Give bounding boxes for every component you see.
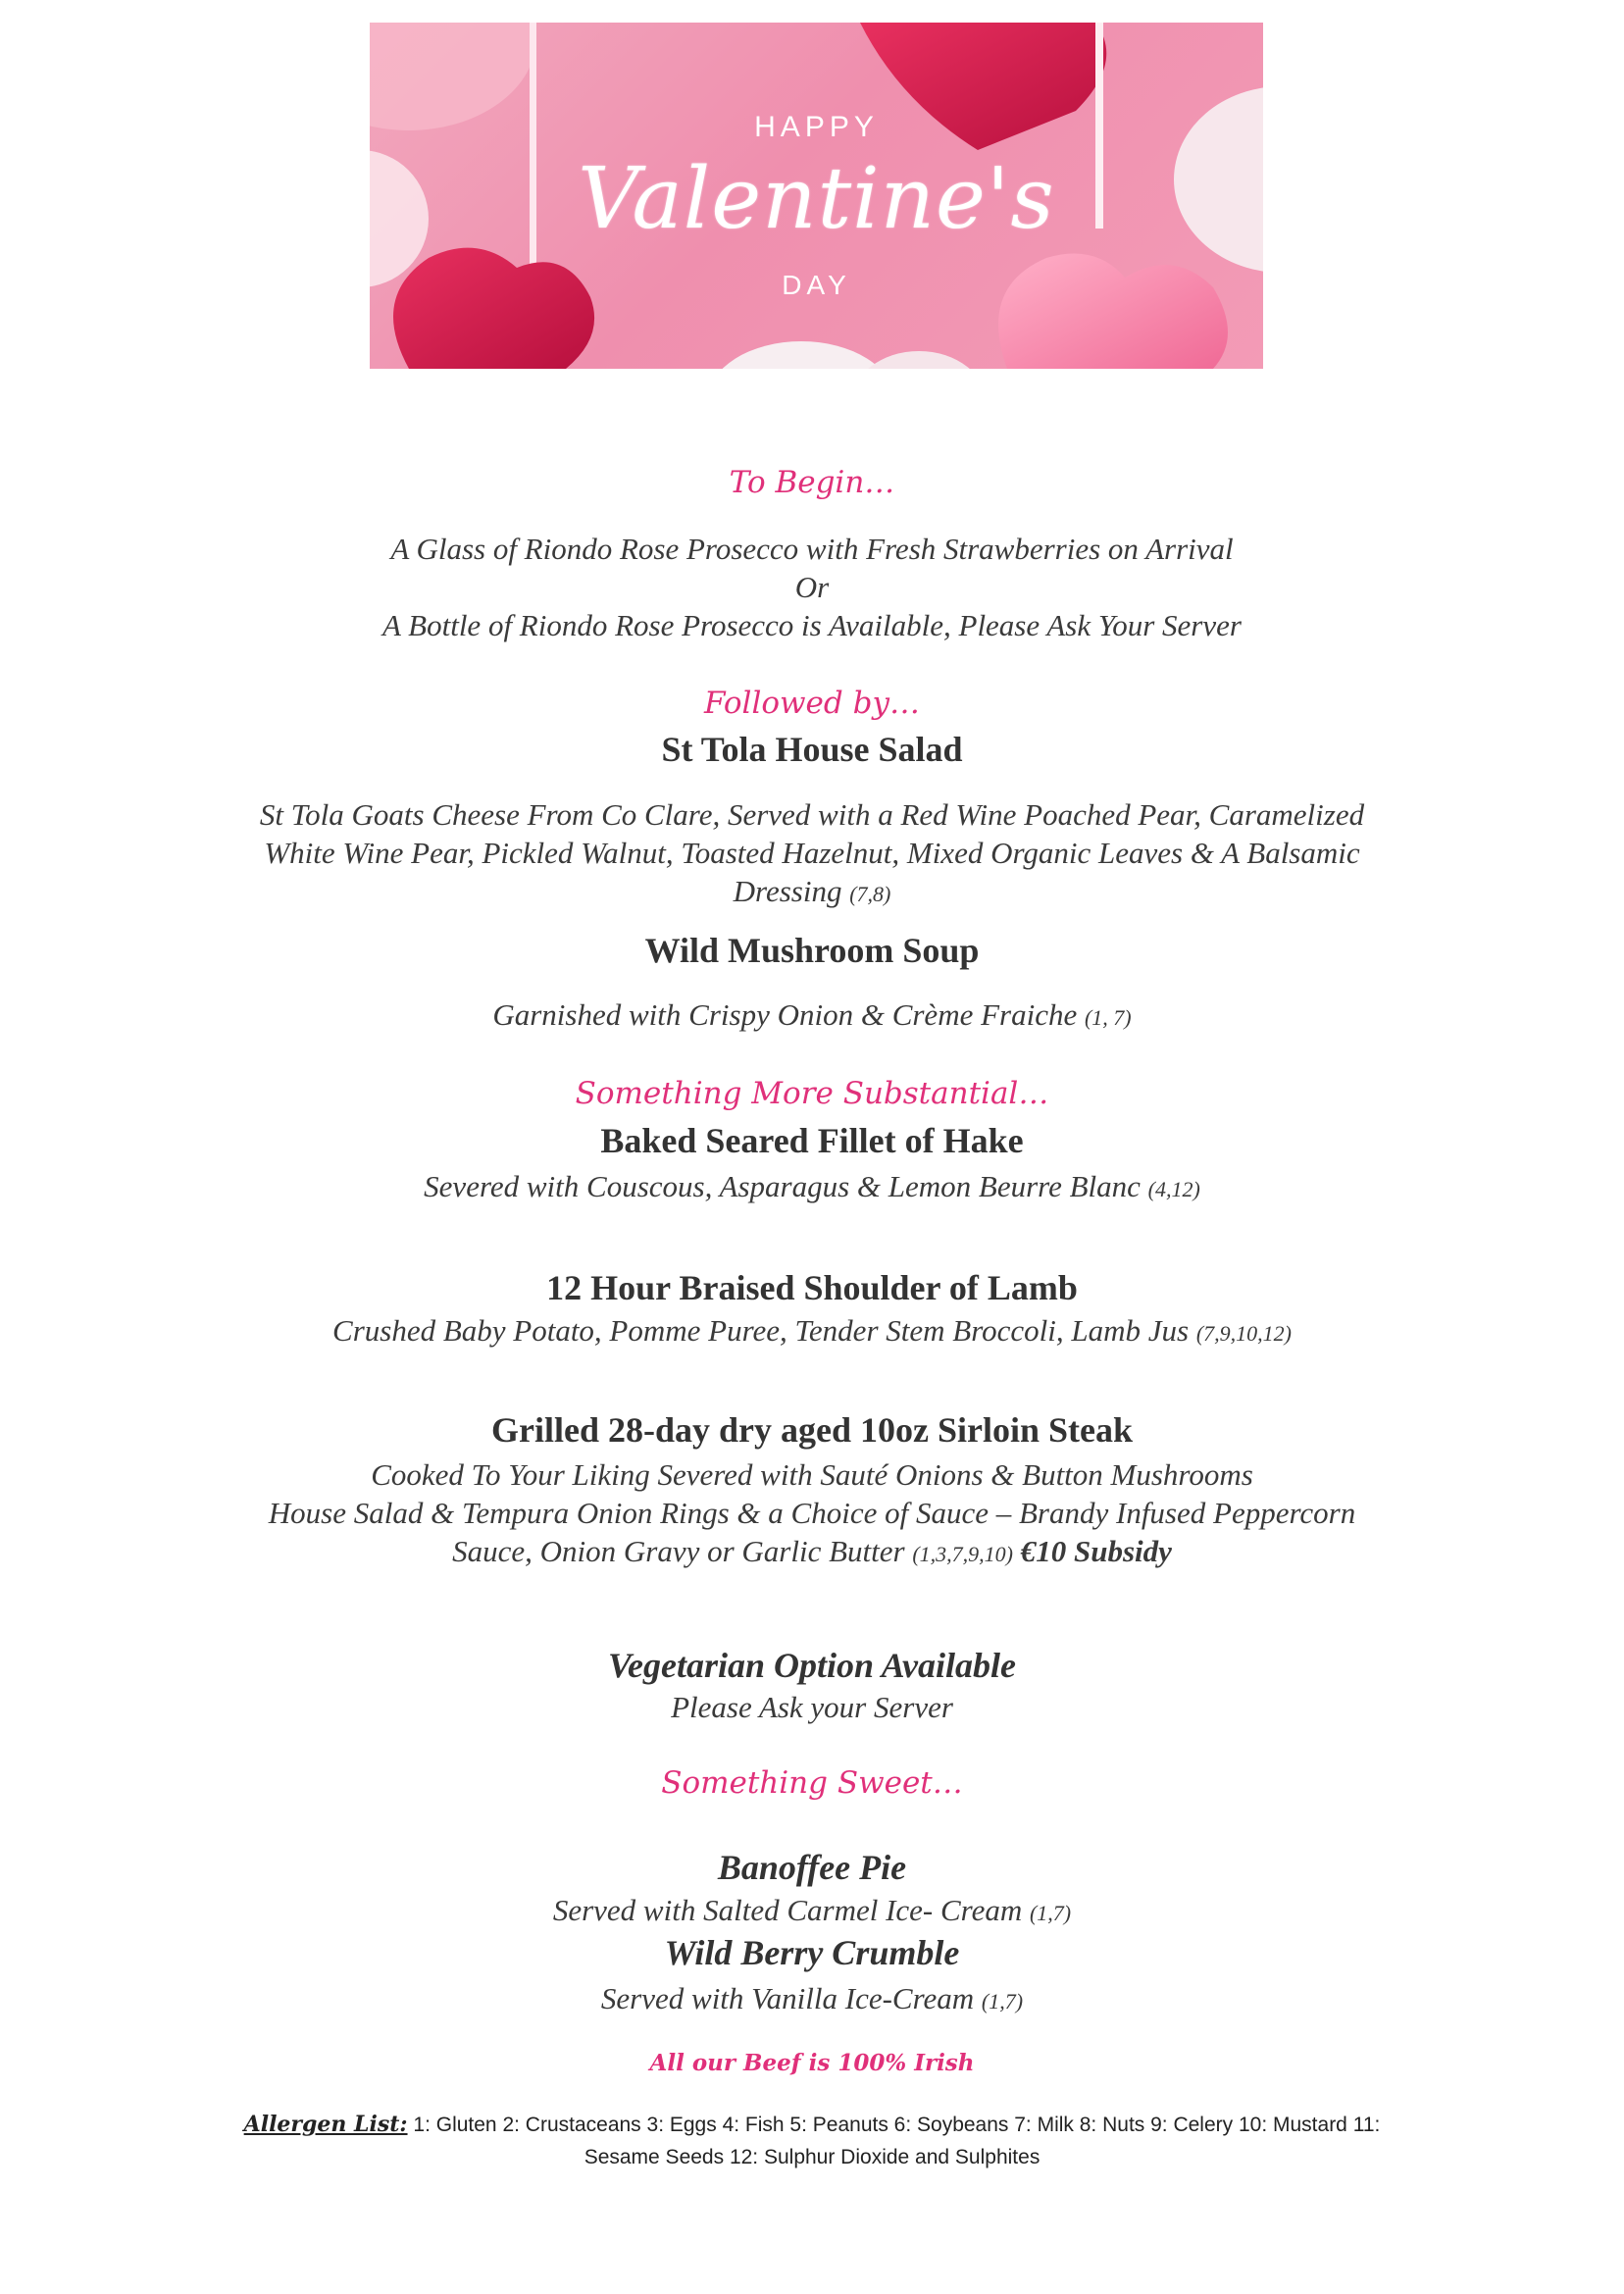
begin-line-2: A Bottle of Riondo Rose Prosecco is Available, Please Ask Your Server [382, 608, 1242, 642]
veg-option-title: Vegetarian Option Available [607, 1646, 1016, 1685]
dish-title-banoffee: Banoffee Pie [717, 1848, 907, 1887]
banner-happy: HAPPY [754, 111, 879, 143]
dish-title-lamb: 12 Hour Braised Shoulder of Lamb [546, 1268, 1078, 1307]
banner-valentines: Valentine's [578, 150, 1055, 248]
dish-title-soup: Wild Mushroom Soup [644, 931, 980, 970]
lamb-desc: Crushed Baby Potato, Pomme Puree, Tender Stem Broccoli, Lamb Jus (7,9,10,12) [332, 1313, 1292, 1348]
allergen-label: Allergen List: [243, 2112, 408, 2137]
crumble-desc: Served with Vanilla Ice-Cream (1,7) [600, 1981, 1024, 2015]
hake-desc: Severed with Couscous, Asparagus & Lemon Beurre Blanc (4,12) [424, 1169, 1200, 1203]
steak-subsidy: €10 Subsidy [1020, 1534, 1172, 1568]
crumble-allergens: (1,7) [981, 1989, 1024, 2014]
valentines-banner [370, 23, 1263, 369]
allergen-line-1: 1: Gluten 2: Crustaceans 3: Eggs 4: Fish 5: Peanuts 6: Soybeans 7: Milk 8: Nuts 9: Celery 10: Mustard 11: [413, 2114, 1381, 2136]
lamb-allergens: (7,9,10,12) [1195, 1321, 1292, 1346]
banoffee-desc: Served with Salted Carmel Ice- Cream (1,7) [552, 1893, 1072, 1927]
dish-title-hake: Baked Seared Fillet of Hake [600, 1121, 1024, 1160]
soup-desc: Garnished with Crispy Onion & Crème Fraiche (1, 7) [492, 997, 1132, 1032]
salad-desc-line-1: St Tola Goats Cheese From Co Clare, Served with a Red Wine Poached Pear, Caramelized [259, 797, 1365, 832]
dish-title-salad: St Tola House Salad [661, 730, 963, 769]
banner-day: DAY [782, 270, 851, 300]
veg-option-desc: Please Ask your Server [671, 1690, 953, 1724]
section-heading-followed: Followed by… [704, 686, 920, 721]
begin-line-1: A Glass of Riondo Rose Prosecco with Fresh Strawberries on Arrival [390, 532, 1234, 566]
allergen-line-2: Sesame Seeds 12: Sulphur Dioxide and Sulphites [584, 2146, 1040, 2168]
steak-desc-line-2: House Salad & Tempura Onion Rings & a Choice of Sauce – Brandy Infused Peppercorn [268, 1496, 1356, 1530]
hake-allergens: (4,12) [1147, 1177, 1200, 1201]
salad-allergens: (7,8) [849, 882, 891, 906]
section-heading-dessert: Something Sweet… [661, 1765, 963, 1801]
steak-allergens: (1,3,7,9,10) [912, 1542, 1013, 1566]
dish-title-steak: Grilled 28-day dry aged 10oz Sirloin Steak [490, 1410, 1133, 1450]
section-heading-begin: To Begin… [729, 465, 895, 500]
soup-allergens: (1, 7) [1084, 1005, 1132, 1030]
salad-desc-line-2: White Wine Pear, Pickled Walnut, Toasted Hazelnut, Mixed Organic Leaves & A Balsamic [264, 836, 1360, 870]
steak-desc-line-3: Sauce, Onion Gravy or Garlic Butter (1,3,7,9,10) €10 Subsidy [452, 1534, 1172, 1568]
dish-title-crumble: Wild Berry Crumble [664, 1933, 960, 1972]
beef-note: All our Beef is 100% Irish [649, 2050, 975, 2076]
salad-desc-line-3: Dressing (7,8) [733, 874, 891, 908]
steak-desc-line-1: Cooked To Your Liking Severed with Sauté Onions & Button Mushrooms [371, 1457, 1253, 1492]
allergen-list [0, 2109, 1624, 2141]
section-heading-mains: Something More Substantial… [575, 1076, 1049, 1111]
begin-or: Or [794, 570, 830, 604]
banoffee-allergens: (1,7) [1029, 1901, 1072, 1925]
